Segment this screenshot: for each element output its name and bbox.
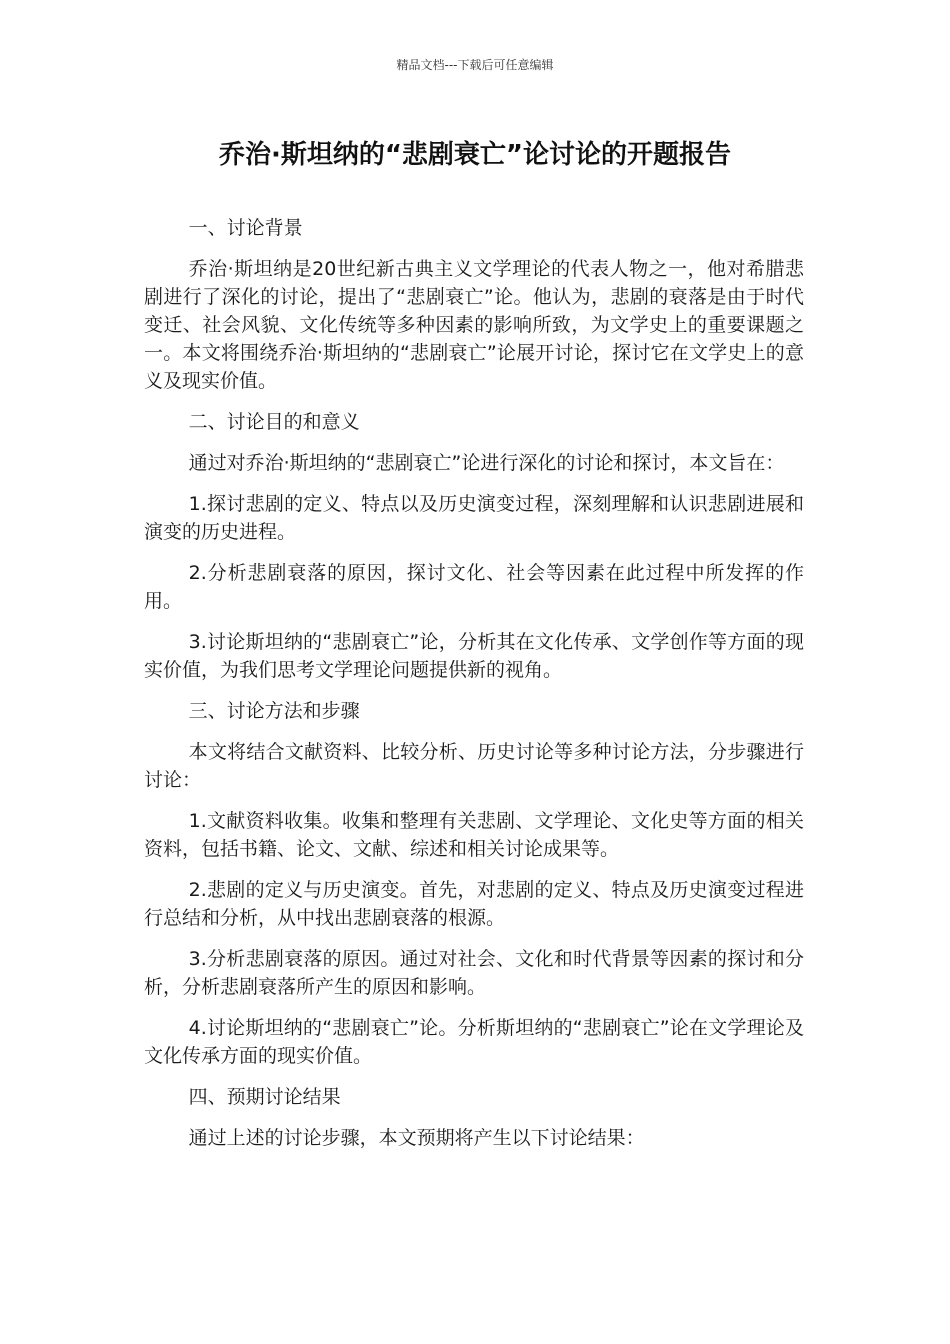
header-note: 精品文档---下载后可任意编辑 xyxy=(396,58,554,72)
paragraph: 本文将结合文献资料、比较分析、历史讨论等多种讨论方法，分步骤进行讨论： xyxy=(144,741,804,791)
list-item: 3.分析悲剧衰落的原因。通过对社会、文化和时代背景等因素的探讨和分析，分析悲剧衰落所产生的原因和影响。 xyxy=(144,948,804,998)
section-heading-methods: 三、讨论方法和步骤 xyxy=(188,700,360,722)
list-item: 2.分析悲剧衰落的原因，探讨文化、社会等因素在此过程中所发挥的作用。 xyxy=(144,562,804,612)
document-body xyxy=(144,214,804,1165)
list-item: 1.探讨悲剧的定义、特点以及历史演变过程，深刻理解和认识悲剧进展和演变的历史进程。 xyxy=(144,493,804,543)
section-heading-background: 一、讨论背景 xyxy=(188,217,303,239)
paragraph: 通过对乔治·斯坦纳的“悲剧衰亡”论进行深化的讨论和探讨，本文旨在： xyxy=(188,452,785,474)
paragraph: 通过上述的讨论步骤，本文预期将产生以下讨论结果： xyxy=(188,1127,645,1149)
paragraph: 乔治·斯坦纳是20世纪新古典主义文学理论的代表人物之一，他对希腊悲剧进行了深化的讨论，提出了“悲剧衰亡”论。他认为，悲剧的衰落是由于时代变迁、社会风貌、文化传统等多种因素的影响所致，为文学史上的重要课题之一。本文将围绕乔治·斯坦纳的“悲剧衰亡”论展开讨论，探讨它在文学史上的意义及现实价值。 xyxy=(144,258,804,392)
list-item: 2.悲剧的定义与历史演变。首先，对悲剧的定义、特点及历史演变过程进行总结和分析，从中找出悲剧衰落的根源。 xyxy=(144,879,804,929)
list-item: 4.讨论斯坦纳的“悲剧衰亡”论。分析斯坦纳的“悲剧衰亡”论在文学理论及文化传承方面的现实价值。 xyxy=(144,1017,804,1067)
section-heading-purpose: 二、讨论目的和意义 xyxy=(188,411,360,433)
section-heading-expected-results: 四、预期讨论结果 xyxy=(188,1086,341,1108)
list-item: 3.讨论斯坦纳的“悲剧衰亡”论，分析其在文化传承、文学创作等方面的现实价值，为我们思考文学理论问题提供新的视角。 xyxy=(144,631,804,681)
list-item: 1.文献资料收集。收集和整理有关悲剧、文学理论、文化史等方面的相关资料，包括书籍、论文、文献、综述和相关讨论成果等。 xyxy=(144,810,804,860)
document-title: 乔治·斯坦纳的“悲剧衰亡”论讨论的开题报告 xyxy=(218,140,732,170)
